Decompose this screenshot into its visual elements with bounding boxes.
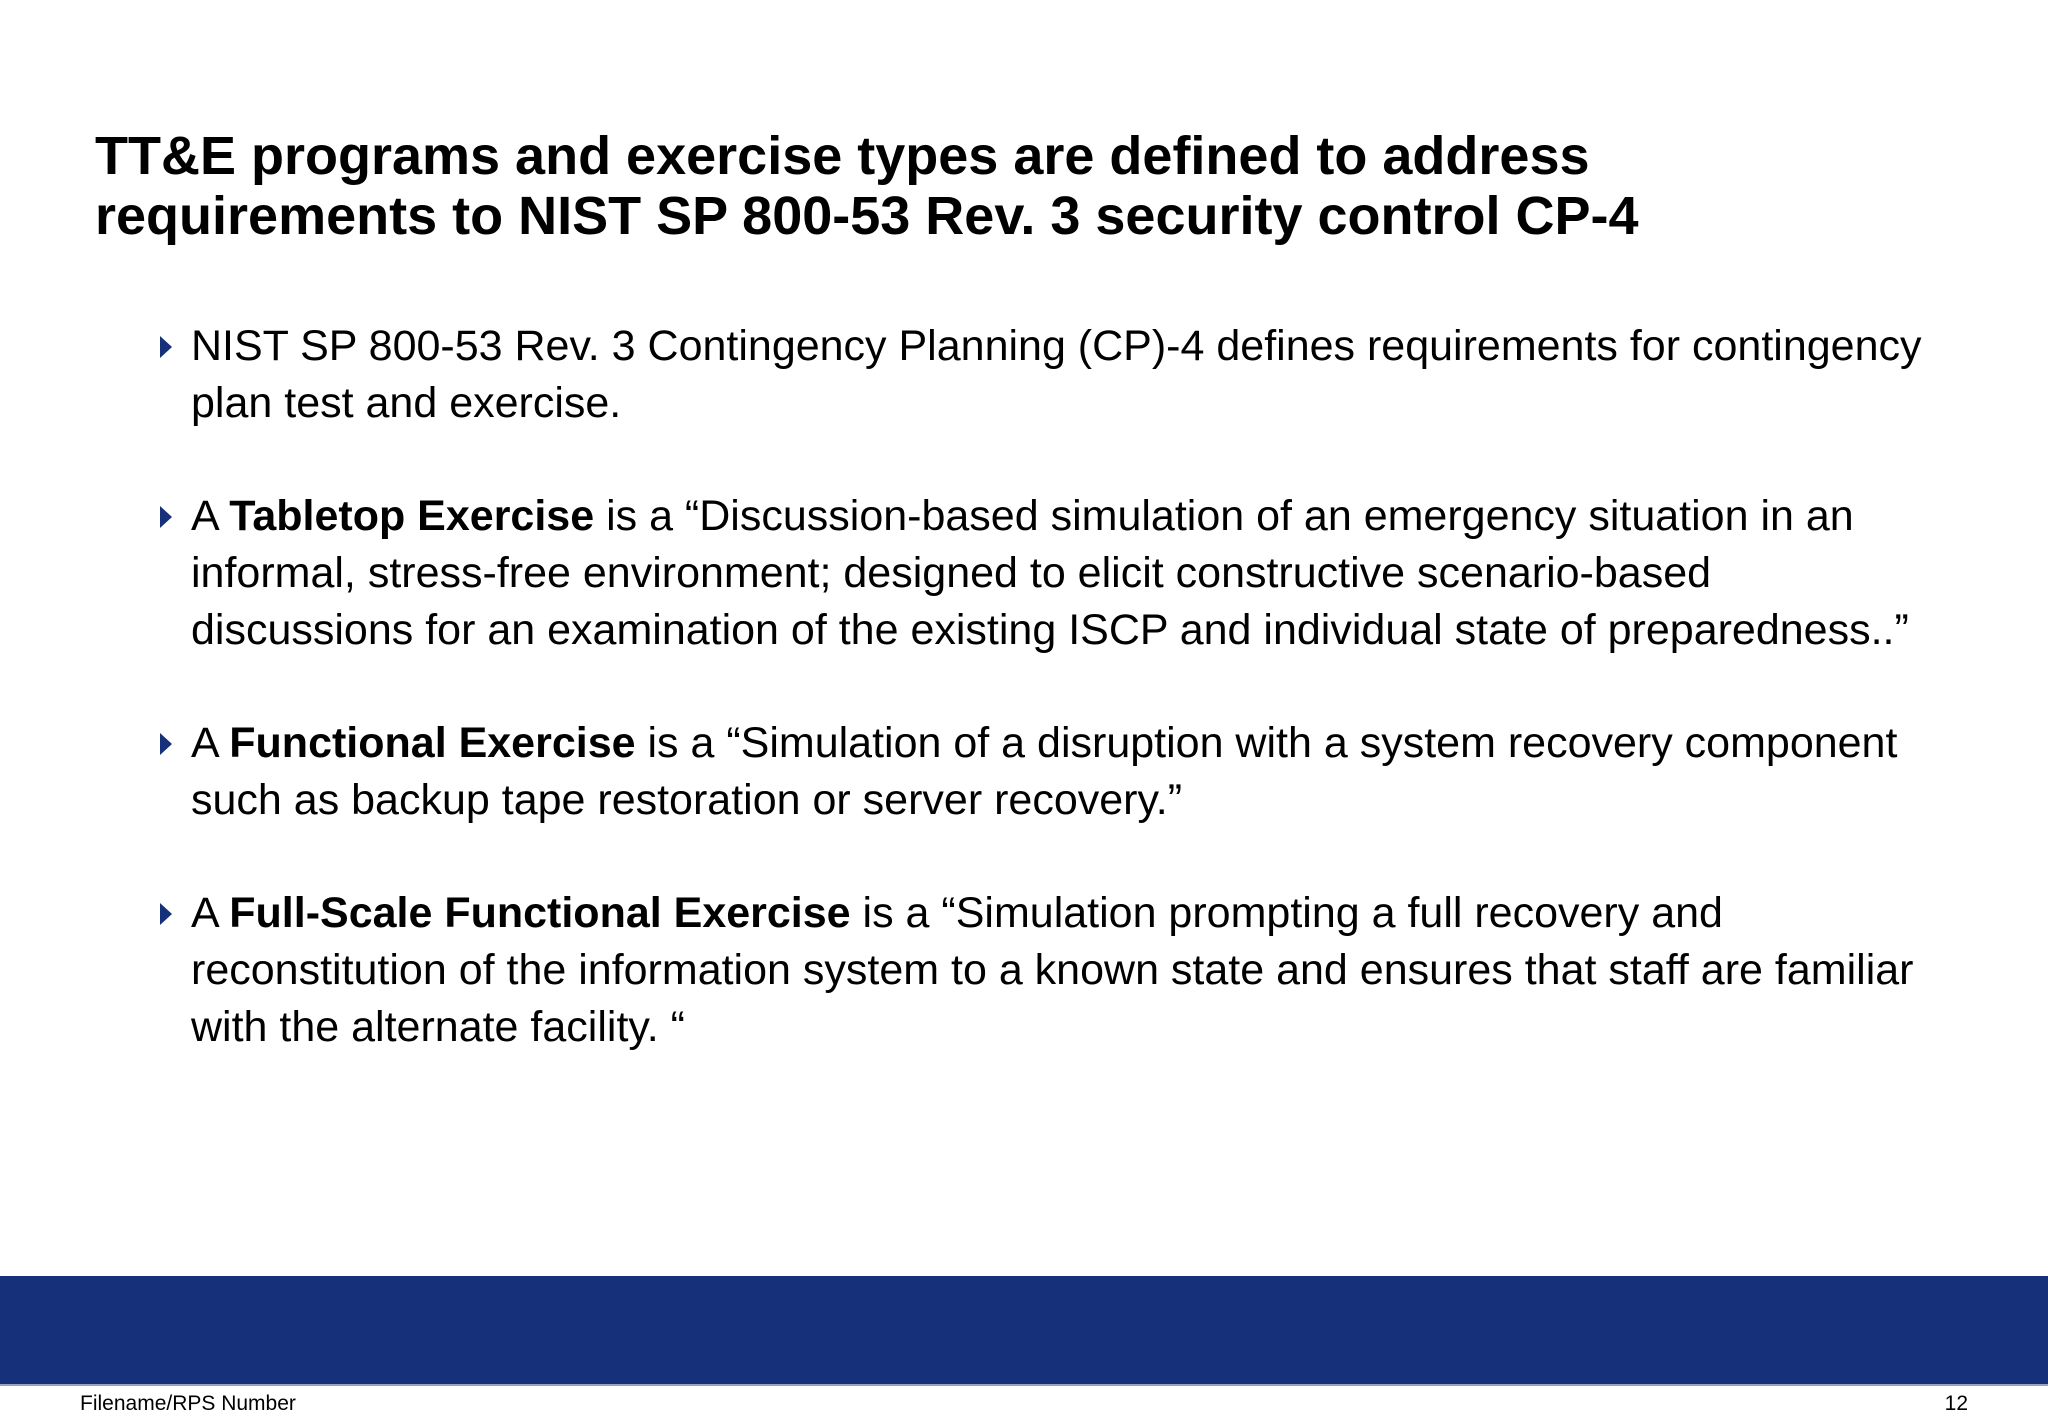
slide-title-line2: requirements to NIST SP 800-53 Rev. 3 security control CP-4 xyxy=(95,186,1639,246)
bullet-text: is a “Simulation of a disruption with a system recovery component such as backup tape restoration or server recovery.” xyxy=(191,719,1898,824)
bullet-item xyxy=(158,318,1938,432)
triangle-right-icon xyxy=(160,336,172,358)
bullet-item xyxy=(158,488,1938,659)
footer-divider xyxy=(0,1384,2048,1386)
triangle-right-icon xyxy=(160,733,172,755)
footer-bar xyxy=(0,1276,2048,1384)
slide-title xyxy=(95,126,1945,246)
bullet-prefix: A xyxy=(191,492,230,540)
bullet-term: Tabletop Exercise xyxy=(229,492,595,540)
footer-filename: Filename/RPS Number xyxy=(80,1392,296,1415)
bullet-prefix: A xyxy=(191,719,230,767)
triangle-right-icon xyxy=(160,903,172,925)
bullet-prefix: A xyxy=(191,889,230,937)
bullet-text: is a “Simulation prompting a full recovery and reconstitution of the information system to a known state and ensures that staff are familiar with the alternate facility. “ xyxy=(191,889,1914,1051)
bullet-item xyxy=(158,715,1938,829)
triangle-right-icon xyxy=(160,506,172,528)
slide-title-line1: TT&E programs and exercise types are defined to address xyxy=(95,126,1590,186)
bullet-text: NIST SP 800-53 Rev. 3 Contingency Planning (CP)-4 defines requirements for contingency plan test and exercise. xyxy=(191,322,1922,427)
bullet-list xyxy=(158,318,1938,1112)
bullet-term: Functional Exercise xyxy=(229,719,636,767)
bullet-text: is a “Discussion-based simulation of an emergency situation in an informal, stress-free environment; designed to elicit constructive scenario-based discussions for an examination of the existing ISCP and individual state of preparedness..” xyxy=(191,492,1909,654)
bullet-term: Full-Scale Functional Exercise xyxy=(229,889,851,937)
bullet-item xyxy=(158,885,1938,1056)
page-number: 12 xyxy=(1944,1392,1968,1415)
